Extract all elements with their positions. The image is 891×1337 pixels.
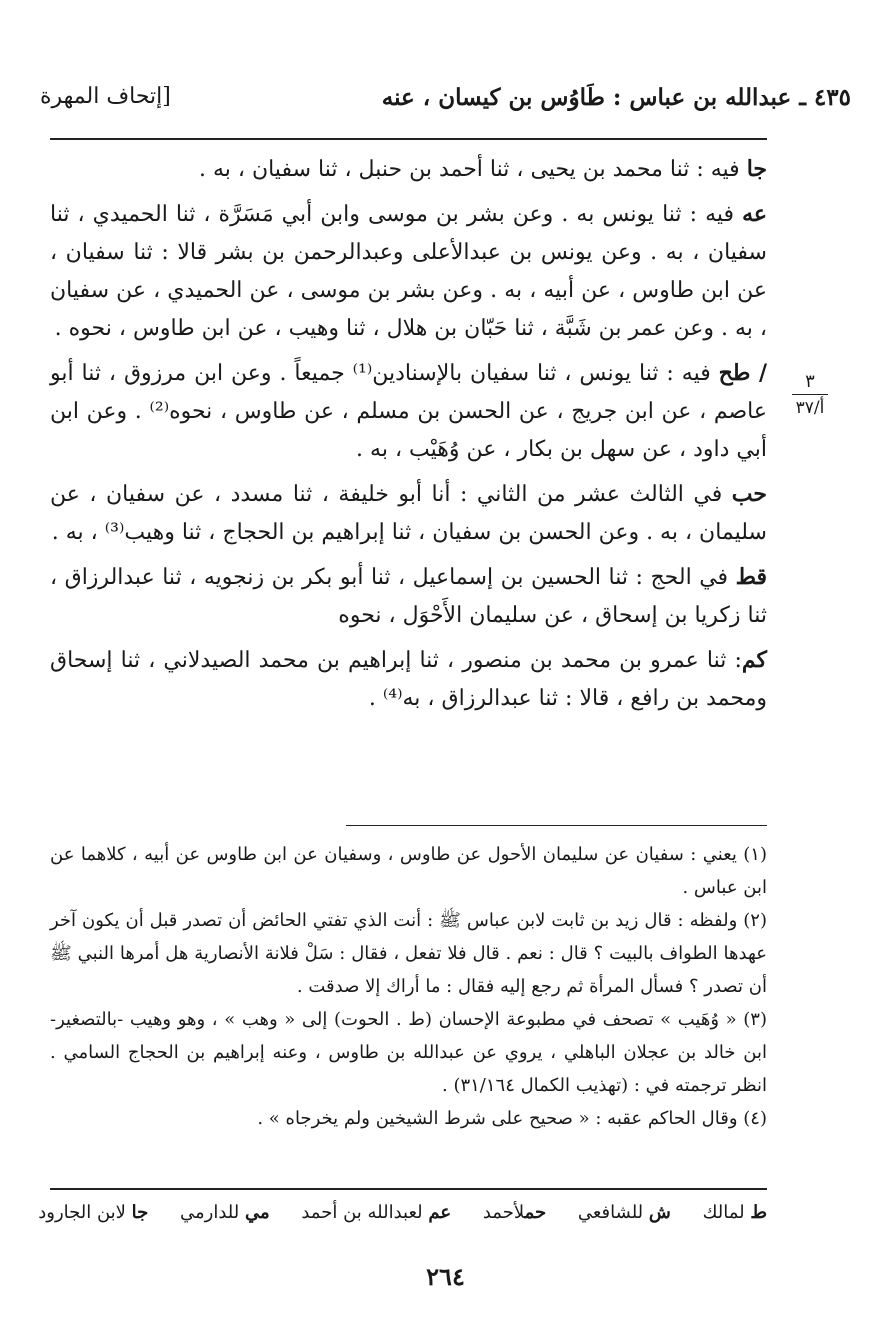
abbrev-item: مي للدارمي <box>180 1202 270 1223</box>
paragraph-hb <box>50 475 767 552</box>
main-text <box>50 150 767 724</box>
page-number: ٢٦٤ <box>426 1262 465 1291</box>
paragraph-text: : ثنا عمرو بن محمد بن منصور ، ثنا إبراهيم بن محمد الصيدلاني ، ثنا إسحاق ومحمد بن رافع ، قالا : ثنا عبدالرزاق ، به⁽⁴⁾ . <box>50 648 767 711</box>
paragraph-ja <box>50 150 767 189</box>
paragraph-text: فيه : ثنا يونس به . وعن بشر بن موسى وابن أبي مَسَرَّة ، ثنا الحميدي ، ثنا سفيان ، به . وعن يونس بن عبدالأعلى وعبدالرحمن بن بشر قالا : ثنا سفيان ، عن ابن طاوس ، عن أبيه ، به . وعن بشر بن موسى ، عن الحميدي ، عن سفيان ، به . وعن عمر بن شَبَّة ، ثنا حَبّان بن هلال ، ثنا وهيب ، عن ابن طاوس ، نحوه . <box>50 202 767 341</box>
margin-folio-ref: أ/٣٧ <box>795 398 825 418</box>
source-siglum: جا <box>746 156 767 182</box>
footnotes <box>50 838 767 1135</box>
book-title: [إتحاف المهرة <box>40 84 171 109</box>
abbreviations-rule <box>50 1188 767 1190</box>
paragraph-qt <box>50 558 767 635</box>
margin-divider <box>792 394 828 395</box>
source-siglum: / طح <box>718 360 768 386</box>
source-siglum: عه <box>742 201 767 227</box>
footnote: (٤) وقال الحاكم عقبه : « صحيح على شرط الشيخين ولم يخرجاه » . <box>257 1108 767 1129</box>
abbrev-item: جا لابن الجارود <box>38 1202 149 1223</box>
footnote: (١) يعني : سفيان عن سليمان الأحول عن طاوس ، وسفيان عن ابن طاوس عن أبيه ، كلاهما عن ابن عباس . <box>50 844 767 898</box>
abbrev-item: ط لمالك <box>702 1202 767 1223</box>
abbrev-item: ش للشافعي <box>577 1202 671 1223</box>
paragraph-km <box>50 641 767 718</box>
footnote: (٣) « وُهَيب » تصحف في مطبوعة الإحسان (ط . الحوت) إلى « وهب » ، وهو وهيب -بالتصغير- ابن خالد بن عجلان الباهلي ، يروي عن عبدالله بن طاوس ، وعنه إبراهيم بن الحجاج السامي . انظر ترجمته في : (تهذيب الكمال ٣١/١٦٤) . <box>50 1009 767 1096</box>
chapter-title: ٤٣٥ ـ عبدالله بن عباس : طَاوُس بن كيسان ، عنه <box>381 84 851 111</box>
paragraph-text: في الثالث عشر من الثاني : أنا أبو خليفة ، ثنا مسدد ، عن سفيان ، عن سليمان ، به . وعن الحسن بن سفيان ، ثنا إبراهيم بن الحجاج ، ثنا وهيب⁽³⁾ ، به . <box>50 482 767 545</box>
paragraph-text: فيه : ثنا يونس ، ثنا سفيان بالإسنادين⁽¹⁾ جميعاً . وعن ابن مرزوق ، ثنا أبو عاصم ، عن ابن جريج ، عن الحسن بن مسلم ، عن طاوس ، نحوه⁽²⁾ . وعن ابن أبي داود ، عن سهل بن بكار ، عن وُهَيْب ، به . <box>50 361 767 462</box>
paragraph-ah <box>50 195 767 348</box>
paragraph-text: فيه : ثنا محمد بن يحيى ، ثنا أحمد بن حنبل ، ثنا سفيان ، به . <box>198 157 747 182</box>
abbrev-item: حملأحمد <box>482 1202 547 1223</box>
running-header <box>40 84 851 124</box>
source-siglum: كم <box>741 647 767 673</box>
abbrev-item: عم لعبدالله بن أحمد <box>301 1202 452 1223</box>
abbreviation-key <box>38 1196 767 1230</box>
margin-volume-number: ٣ <box>805 371 815 392</box>
paragraph-th <box>50 354 767 469</box>
header-rule <box>50 138 767 140</box>
footnote: (٢) ولفظه : قال زيد بن ثابت لابن عباس ﷺ : أنت الذي تفتي الحائض أن تصدر قبل أن يكون آخر عهدها الطواف بالبيت ؟ قال : نعم . قال فلا تفعل ، فقال : سَلْ فلانة الأنصارية هل أمرها النبي ﷺ أن تصدر ؟ فسأل المرأة ثم رجع إليه فقال : ما أراك إلا صدقت . <box>50 910 767 997</box>
source-siglum: قط <box>735 564 767 590</box>
source-siglum: حب <box>731 481 767 507</box>
paragraph-text: في الحج : ثنا الحسين بن إسماعيل ، ثنا أبو بكر بن زنجويه ، ثنا عبدالرزاق ، ثنا زكريا بن إسحاق ، عن سليمان الأَحْوَل ، نحوه <box>50 565 767 628</box>
margin-reference <box>792 372 828 418</box>
footnote-separator <box>346 825 767 826</box>
